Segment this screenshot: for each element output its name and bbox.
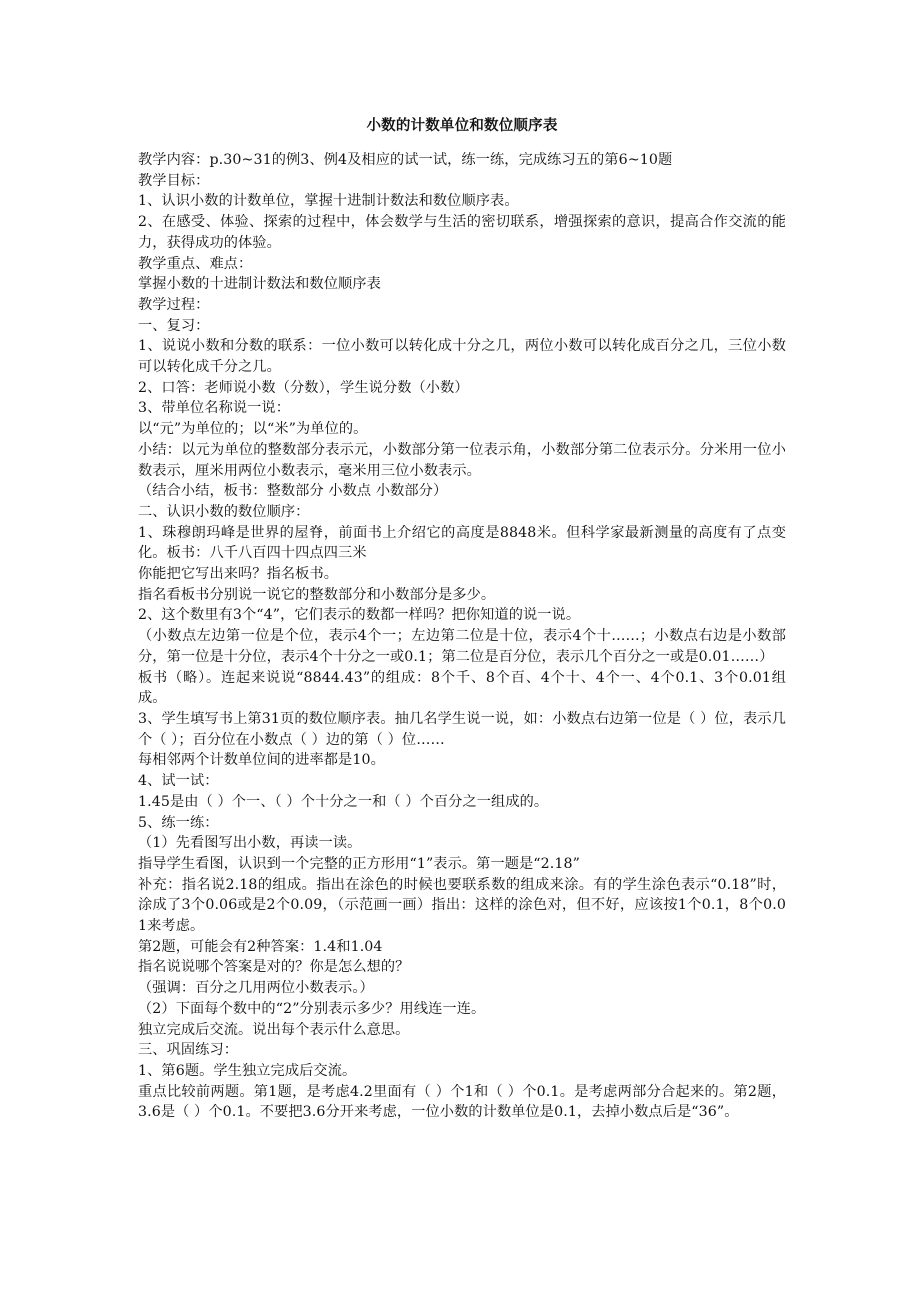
paragraph: 5、练一练： [138,814,219,831]
paragraph: 教学过程： [138,296,210,313]
paragraph: 掌握小数的十进制计数法和数位顺序表 [138,276,381,293]
paragraph: 2、在感受、体验、探索的过程中，体会数学与生活的密切联系，增强探索的意识，提高合作交流的能力，获得成功的体验。 [138,214,786,251]
paragraph: 教学重点、难点： [138,255,253,272]
paragraph: 板书（略）。连起来说说“8844.43”的组成：8个千、8个百、4个十、4个一、4个0.1、3个0.01组成。 [138,669,786,707]
paragraph: 指名说说哪个答案是对的？你是怎么想的？ [138,959,410,976]
paragraph: 3、带单位名称说一说： [138,400,291,417]
paragraph: 二、认识小数的数位顺序： [138,503,310,520]
paragraph: 一、复习： [138,317,210,334]
document-body [138,150,786,1123]
paragraph: （1）先看图写出小数，再读一读。 [138,835,362,852]
paragraph: 2、口答：老师说小数（分数），学生说分数（小数） [138,379,469,396]
document-title: 小数的计数单位和数位顺序表 [366,117,558,134]
paragraph: 1、珠穆朗玛峰是世界的屋脊，前面书上介绍它的高度是8848米。但科学家最新测量的高度有了点变化。板书：八千八百四十四点四三米 [138,524,786,562]
paragraph: 1、说说小数和分数的联系：一位小数可以转化成十分之几，两位小数可以转化成百分之几，三位小数可以转化成千分之几。 [138,338,786,376]
paragraph: 1、第6题。学生独立完成后交流。 [138,1062,357,1079]
document-page [138,114,786,1123]
paragraph: 4、试一试： [138,773,219,790]
paragraph: 2、这个数里有3个“4”，它们表示的数都一样吗？把你知道的说一说。 [138,607,581,624]
paragraph: （强调：百分之几用两位小数表示。） [138,980,374,997]
paragraph: 小结：以元为单位的整数部分表示元，小数部分第一位表示角，小数部分第二位表示分。分米用一位小数表示，厘米用两位小数表示，毫米用三位小数表示。 [138,441,786,479]
paragraph: 三、巩固练习： [138,1042,239,1059]
paragraph: 独立完成后交流。说出每个表示什么意思。 [138,1021,410,1038]
paragraph: 3、学生填写书上第31页的数位顺序表。抽几名学生说一说，如：小数点右边第一位是（ ）位，表示几个（ ）；百分位在小数点（ ）边的第（ ）位…… [138,710,786,748]
paragraph: 1、认识小数的计数单位，掌握十进制计数法和数位顺序表。 [138,193,519,210]
paragraph: （结合小结，板书：整数部分 小数点 小数部分） [138,483,448,500]
paragraph: 指名看板书分别说一说它的整数部分和小数部分是多少。 [138,586,496,603]
paragraph: 你能把它写出来吗？指名板书。 [138,566,339,583]
paragraph: 每相邻两个计数单位间的进率都是10。 [138,752,385,769]
paragraph: 以“元”为单位的；以“米”为单位的。 [138,421,368,438]
paragraph: 教学内容：p.30~31的例3、例4及相应的试一试，练一练，完成练习五的第6~10题 [138,152,673,168]
paragraph: （小数点左边第一位是个位，表示4个一；左边第二位是十位，表示4个十……；小数点右边是小数部分，第一位是十分位，表示4个十分之一或0.1；第二位是百分位，表示几个百分之一或是0.01……） [138,628,786,665]
paragraph: 指导学生看图，认识到一个完整的正方形用“1”表示。第一题是“2.18” [138,855,581,872]
paragraph: 补充：指名说2.18的组成。指出在涂色的时候也要联系数的组成来涂。有的学生涂色表示“0.18”时，涂成了3个0.06或是2个0.09，（示范画一画）指出：这样的涂色对，但不好，应该按1个0.1，8个0.01来考虑。 [138,876,786,935]
paragraph: 1.45是由（ ）个一、（ ）个十分之一和（ ）个百分之一组成的。 [138,793,549,810]
paragraph: （2）下面每个数中的“2”分别表示多少？用线连一连。 [138,1000,486,1017]
paragraph: 重点比较前两题。第1题，是考虑4.2里面有（ ）个1和（ ）个0.1。是考虑两部分合起来的。第2题，3.6是（ ）个0.1。不要把3.6分开来考虑，一位小数的计数单位是0.1，去掉小数点后是“36”。 [138,1083,786,1121]
paragraph: 第2题，可能会有2种答案：1.4和1.04 [138,938,383,955]
paragraph: 教学目标： [138,172,210,189]
